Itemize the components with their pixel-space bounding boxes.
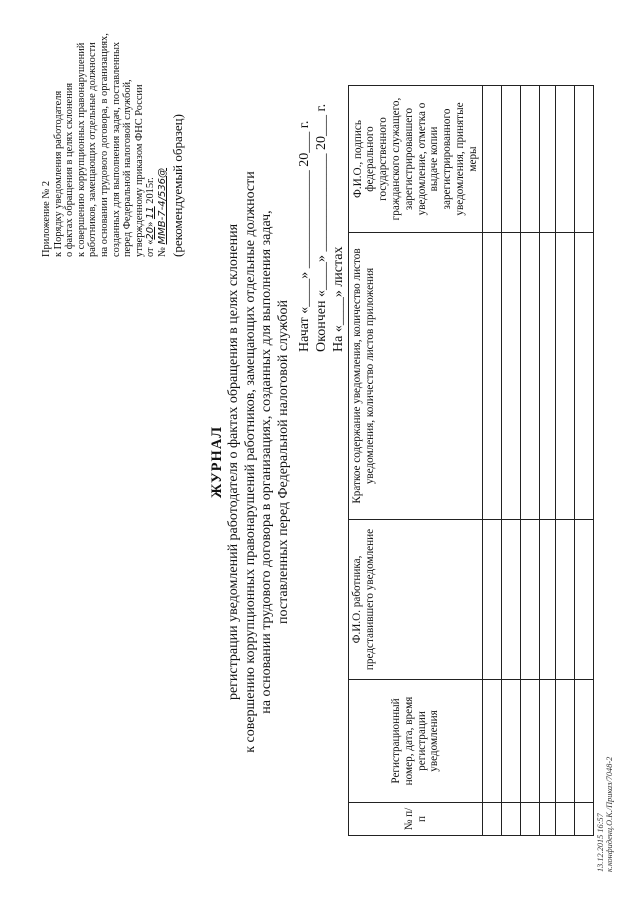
appendix-line: Приложение № 2 — [41, 180, 52, 257]
table-row — [483, 86, 502, 836]
table-cell — [575, 520, 594, 680]
table-cell — [483, 86, 502, 233]
appendix-line: перед Федеральной налоговой службой, — [122, 79, 134, 257]
appendix-line: созданных для выполнения задач, поставленных — [110, 41, 122, 257]
column-header: № п/п — [349, 803, 483, 836]
table-row — [540, 86, 556, 836]
table-cell — [575, 233, 594, 520]
finished-line: Окончен «____» ______________ 20___ г. — [314, 103, 329, 352]
table-cell — [521, 86, 540, 233]
table-cell — [521, 520, 540, 680]
landscape-sheet — [3, 2, 633, 902]
table-row — [556, 86, 575, 836]
order-date-day: 20 — [145, 226, 157, 240]
table-cell — [540, 680, 556, 803]
table-row — [521, 86, 540, 836]
stamp-line: 13.12.2015 16:57 — [596, 813, 605, 872]
journal-dates-block — [296, 52, 347, 352]
sheets-line: На «____» листах — [331, 246, 346, 352]
journal-subtitle-line: поставленных перед Федеральной налоговой службой — [275, 300, 291, 624]
column-header: Ф.И.О. работника, представившего уведомление — [349, 520, 483, 680]
table-cell — [502, 520, 521, 680]
appendix-line: к совершению коррупционных правонарушений — [75, 42, 87, 257]
column-header: Регистрационный номер, дата, время регистрации уведомления — [349, 680, 483, 803]
table-cell — [521, 803, 540, 836]
table-cell — [521, 233, 540, 520]
order-date-prefix: от — [145, 247, 157, 257]
appendix-line: утвержденному приказом ФНС России — [133, 84, 145, 257]
table-cell — [556, 520, 575, 680]
table-cell — [502, 680, 521, 803]
order-date-year: 2015г. — [145, 177, 157, 204]
table-cell — [483, 233, 502, 520]
table-cell — [521, 680, 540, 803]
recommended-sample-label: (рекомендуемый образец) — [169, 114, 185, 257]
table-cell — [483, 680, 502, 803]
appendix-line: к Порядку уведомления работодателя — [52, 90, 64, 257]
journal-title: ЖУРНАЛ — [209, 425, 225, 499]
appendix-line: работников, замещающих отдельные должности — [87, 42, 99, 257]
order-date-month: 11 — [145, 206, 157, 220]
column-header: Краткое содержание уведомления, количество листов уведомления, количество листов приложения — [349, 233, 483, 520]
order-number-line — [157, 27, 169, 257]
journal-table — [348, 85, 594, 836]
order-number-value: ММВ-7-4/536@ — [156, 167, 168, 245]
table-cell — [540, 86, 556, 233]
table-cell — [502, 86, 521, 233]
table-cell — [502, 803, 521, 836]
journal-title-block — [208, 152, 292, 772]
appendix-block — [41, 27, 186, 257]
table-cell — [556, 680, 575, 803]
table-cell — [575, 803, 594, 836]
table-cell — [575, 680, 594, 803]
journal-subtitle-line: к совершению коррупционных правонарушений работников, замещающих отдельные должности — [242, 171, 258, 753]
table-cell — [483, 520, 502, 680]
print-stamp — [596, 757, 614, 872]
started-line: Начат «____» ______________ 20___ г. — [297, 120, 312, 352]
table-cell — [556, 233, 575, 520]
table-row — [575, 86, 594, 836]
table-header-row — [349, 86, 483, 836]
table-cell — [483, 803, 502, 836]
journal-subtitle-line: регистрации уведомлений работодателя о фактах обращения в целях склонения — [226, 223, 241, 701]
table-cell — [540, 520, 556, 680]
table-cell — [540, 233, 556, 520]
table-cell — [575, 86, 594, 233]
table-cell — [556, 803, 575, 836]
journal-subtitle-line: на основании трудового договора в организациях, созданных для выполнения задач, — [259, 210, 274, 714]
table-cell — [502, 233, 521, 520]
appendix-line: на основании трудового договора, в организациях, — [98, 33, 110, 257]
table-row — [502, 86, 521, 836]
column-header: Ф.И.О., подпись федерального государственного гражданского служащего, зарегистрировавшего уведомление, отметка о выдаче копии зарегистрированного уведомления, принятые меры — [349, 86, 483, 233]
table-cell — [556, 86, 575, 233]
order-date-line: от «20» 11 2015г. — [145, 177, 157, 257]
table-cell — [540, 803, 556, 836]
appendix-line: о фактах обращения в целях склонения — [64, 82, 76, 257]
order-number-prefix: № — [156, 247, 168, 257]
stamp-line: к.конфиденц.О.К./Приказ/7048-2 — [605, 756, 614, 872]
